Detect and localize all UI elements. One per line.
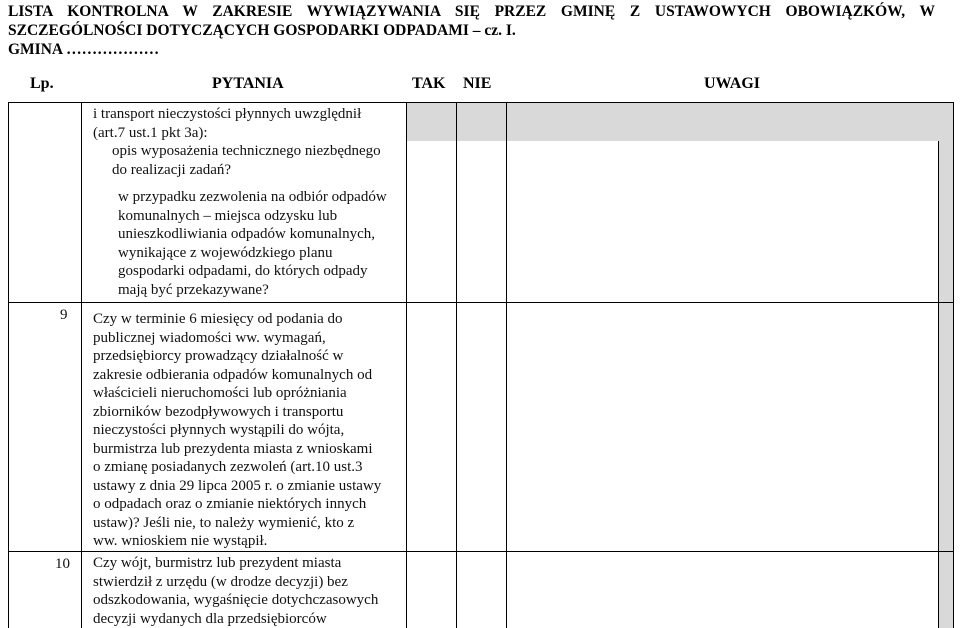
question-line: odszkodowania, wygaśnięcie dotychczasowych [93,592,379,608]
question-line: wynikające z wojewódzkiego planu [118,244,333,261]
title-line-2: SZCZEGÓLNOŚCI DOTYCZĄCYCH GOSPODARKI ODPADAMI – cz. I. [8,22,516,39]
question-continuation [93,105,361,142]
question-line: nieczystości płynnych wystąpili do wójta, [93,422,345,438]
col-line-uwagi-shade [938,141,939,628]
question-line: stwierdził z urzędu (w drodze decyzji) bez [93,573,348,590]
shade-tak-top [407,103,456,141]
row-number-9: 9 [60,307,68,323]
shade-uwagi-top [507,103,953,141]
col-line-nie [506,102,507,628]
header-lp: Lp. [30,75,54,92]
question-line: i transport nieczystości płynnych uwzględnił [93,106,362,122]
col-line-lp [81,102,82,628]
question-line: ww. wnioskiem nie wystąpił. [93,533,268,549]
question-line: w przypadku zezwolenia na odbiór odpadów [118,189,387,205]
col-line-tak [456,102,457,628]
title-line-3: GMINA ……………… [8,41,160,58]
title-line-1: LISTA KONTROLNA W ZAKRESIE WYWIĄZYWANIA SIĘ PRZEZ GMINĘ Z USTAWOWYCH OBOWIĄZKÓW, W [8,3,935,20]
shade-nie-top [457,103,506,141]
question-line: decyzji wydanych dla przedsiębiorców [93,610,327,627]
question-line: opis wyposażenia technicznego niezbędnego [112,143,381,159]
question-line: unieszkodliwiania odpadów komunalnych, [118,226,376,242]
row-rule-10 [8,551,954,552]
question-9 [93,310,381,551]
header-rule [8,102,954,103]
col-line-pytania [406,102,407,628]
question-line: o odpadach oraz o zmianie niektórych innych [93,496,367,512]
question-line: publicznej wiadomości ww. wymagań, [93,329,326,346]
col-line-right [953,102,954,628]
question-line: mają być przekazywane? [118,281,269,298]
question-line: do realizacji zadań? [112,161,232,178]
question-line: gospodarki odpadami, do których odpady [118,263,368,279]
header-uwagi: UWAGI [704,75,761,92]
question-line: ustawy z dnia 29 lipca 2005 r. o zmianie ustawy [93,477,382,494]
question-line: (art.7 ust.1 pkt 3a): [93,124,208,141]
col-line-left [8,102,9,628]
question-line: zbiorników bezodpływowych i transportu [93,403,344,420]
question-line: o zmianę posiadanych zezwoleń (art.10 ust.3 [93,459,363,475]
shade-uwagi-right [938,141,953,628]
row-rule-9 [8,302,954,303]
question-line: właścicieli nieruchomości lub opróżniania [93,385,347,401]
document-title [8,2,935,59]
question-line: przedsiębiorcy prowadzący działalność w [93,348,344,364]
question-line: komunalnych – miejsca odzysku lub [118,207,338,224]
question-subitem-equipment [112,142,381,179]
question-line: zakresie odbierania odpadów komunalnych od [93,366,373,383]
question-line: burmistrza lub prezydenta miasta z wnioskami [93,440,373,457]
question-line: Czy wójt, burmistrz lub prezydent miasta [93,555,342,571]
header-tak: TAK [412,75,446,92]
row-number-10: 10 [55,556,70,572]
question-10 [93,554,378,628]
question-subitem-permit [118,188,387,299]
header-nie: NIE [463,75,492,92]
question-line: ustaw)? Jeśli nie, to należy wymienić, kto z [93,514,355,531]
header-pytania: PYTANIA [212,75,284,92]
question-line: Czy w terminie 6 miesięcy od podania do [93,311,343,327]
